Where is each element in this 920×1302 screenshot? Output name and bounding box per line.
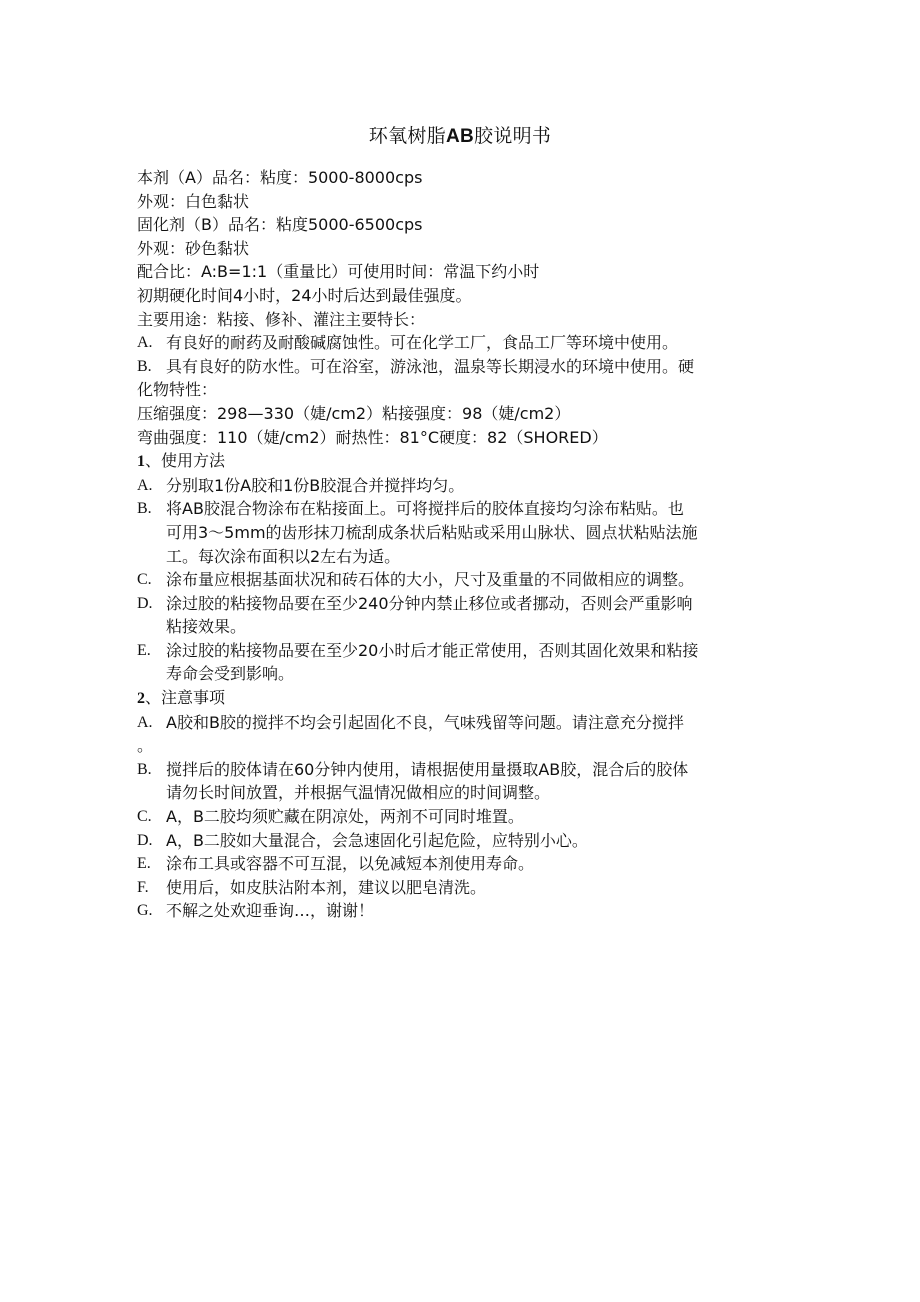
- list-item-text: 涂过胶的粘接物品要在至少240分钟内禁止移位或者挪动，否则会严重影响: [166, 593, 693, 613]
- list-item: [137, 568, 797, 592]
- section-number: 1: [137, 453, 145, 471]
- spec-line: 主要用途：粘接、修补、灌注主要特长：: [137, 309, 426, 329]
- section-heading-usage: [137, 449, 797, 474]
- list-marker: D.: [137, 594, 153, 612]
- list-marker: C.: [137, 571, 152, 589]
- list-item-text: 有良好的耐药及耐酸碱腐蚀性。可在化学工厂，食品工厂等环境中使用。: [166, 333, 679, 353]
- usage-list: [137, 474, 797, 686]
- list-item-text: 将AB胶混合物涂布在粘接面上。可将搅拌后的胶体直接均匀涂布粘贴。也: [166, 499, 684, 519]
- list-item-text: 涂布工具或容器不可互混，以免减短本剂使用寿命。: [166, 854, 535, 874]
- list-marker: G.: [137, 902, 153, 920]
- title-suffix: 胶说明书: [474, 125, 552, 147]
- spec-lines: [137, 166, 797, 331]
- list-item: [137, 592, 797, 639]
- section-heading-notes: [137, 686, 797, 711]
- list-item: [137, 758, 797, 805]
- title-bold: AB: [445, 126, 475, 147]
- list-item-text: A胶和B胶的搅拌不均会引起固化不良，气味残留等问题。请注意充分搅拌: [166, 712, 684, 732]
- spec-line: 配合比：A:B=1:1（重量比）可使用时间：常温下约小时: [137, 262, 540, 282]
- list-item: [137, 497, 797, 568]
- list-item-text: 工。每次涂布面积以2左右为适。: [166, 546, 401, 566]
- list-item-text: A，B二胶如大量混合，会急速固化引起危险，应特别小心。: [166, 830, 588, 850]
- list-marker: E.: [137, 855, 151, 873]
- list-item-text: 请勿长时间放置，并根据气温情况做相应的时间调整。: [166, 783, 551, 803]
- notes-list: [137, 711, 797, 923]
- list-item: [137, 876, 797, 900]
- list-item-text: 具有良好的防水性。可在浴室，游泳池，温泉等长期浸水的环境中使用。硬: [166, 356, 695, 376]
- list-marker: A.: [137, 476, 153, 494]
- list-item-text: 可用3～5mm的齿形抹刀梳刮成条状后粘贴或采用山脉状、圆点状粘贴法施: [166, 522, 698, 542]
- property-lines: [137, 378, 797, 449]
- section-title: 、使用方法: [145, 451, 226, 471]
- list-item: [137, 355, 797, 379]
- list-item: [137, 331, 797, 355]
- list-item-text: 涂过胶的粘接物品要在至少20小时后才能正常使用，否则其固化效果和粘接: [166, 640, 699, 660]
- feature-list: [137, 331, 797, 378]
- spec-line: 外观：砂色黏状: [137, 238, 250, 258]
- list-item-text: 寿命会受到影响。: [166, 664, 295, 684]
- spec-line: 外观：白色黏状: [137, 191, 250, 211]
- list-item-text: 分别取1份A胶和1份B胶混合并搅拌均匀。: [166, 475, 465, 495]
- property-line: 压缩强度：298—330（婕/cm2）粘接强度：98（婕/cm2）: [137, 403, 571, 423]
- list-marker: D.: [137, 831, 153, 849]
- list-item-text: 不解之处欢迎垂询…，谢谢！: [166, 901, 375, 921]
- document-body: [137, 166, 797, 923]
- list-marker: E.: [137, 641, 151, 659]
- section-number: 2: [137, 690, 145, 708]
- list-item: [137, 639, 797, 686]
- list-item: [137, 829, 797, 853]
- spec-line: 固化剂（B）品名：粘度5000-6500cps: [137, 215, 423, 235]
- list-marker: B.: [137, 357, 152, 375]
- list-marker: F.: [137, 878, 149, 896]
- list-item: [137, 805, 797, 829]
- list-item-text: A，B二胶均须贮藏在阴凉处，两剂不可同时堆置。: [166, 807, 524, 827]
- spec-line: 本剂（A）品名：粘度：5000-8000cps: [137, 168, 423, 187]
- list-item: [137, 852, 797, 876]
- list-marker: B.: [137, 500, 152, 518]
- list-item-text: 涂布量应根据基面状况和砖石体的大小，尺寸及重量的不同做相应的调整。: [166, 570, 695, 590]
- section-title: 、注意事项: [145, 688, 226, 708]
- list-marker: C.: [137, 808, 152, 826]
- list-marker: A.: [137, 334, 153, 352]
- title-prefix: 环氧树脂: [368, 125, 446, 147]
- property-line: 化物特性：: [137, 380, 218, 400]
- list-item-continuation: 。: [137, 736, 154, 756]
- list-item-text: 搅拌后的胶体请在60分钟内使用，请根据使用量摄取AB胶，混合后的胶体: [166, 759, 689, 779]
- list-item: [137, 899, 797, 923]
- list-item: [137, 474, 797, 498]
- list-item: [137, 711, 797, 735]
- list-marker: A.: [137, 713, 153, 731]
- list-item-text: 粘接效果。: [166, 617, 247, 637]
- spec-line: 初期硬化时间4小时，24小时后达到最佳强度。: [137, 285, 472, 305]
- list-marker: B.: [137, 760, 152, 778]
- property-line: 弯曲强度：110（婕/cm2）耐热性：81°C硬度：82（SHORED）: [137, 427, 608, 447]
- list-item-text: 使用后，如皮肤沾附本剂，建议以肥皂清洗。: [166, 877, 487, 897]
- page-title: [0, 123, 920, 150]
